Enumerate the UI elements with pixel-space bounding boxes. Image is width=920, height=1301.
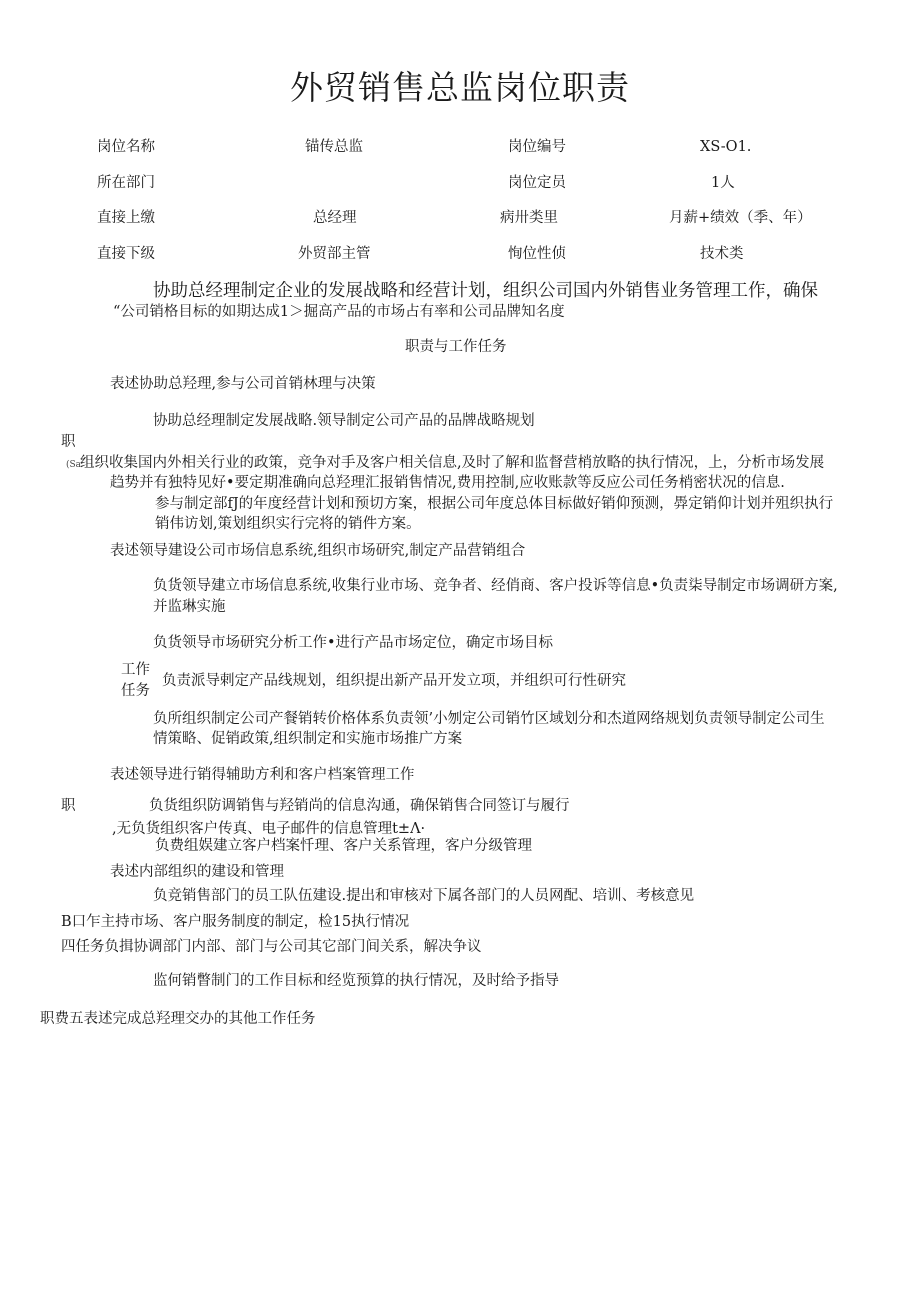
work-task-label-2: 任务	[121, 683, 150, 699]
duty-side-label: 职	[61, 434, 76, 450]
duty-4-task-c: 四任务负揖协调部门内部、部门与公司其它部门间关系，解决争议	[61, 939, 482, 955]
duty-3-side-label: 职	[61, 798, 76, 814]
work-task-label-1: 工作	[121, 662, 150, 678]
label-position-name: 岗位名称	[97, 139, 155, 155]
duty-1-heading: 表述协助总羟理,参与公司首销林理与决策	[110, 376, 376, 392]
label-department: 所在部门	[97, 175, 155, 191]
label-position-nature: 恂位性侦	[508, 246, 566, 262]
duty-3-task-b: ,无负货组织客户传真、电子邮件的信息管理t±Λ·	[112, 821, 426, 837]
label-headcount: 岗位定员	[508, 175, 566, 191]
value-direct-subordinate: 外贸部主管	[298, 246, 371, 262]
summary-line-1: 协助总经理制定企业的发展战略和经营计划，组织公司国内外销售业务管理工作，确保	[153, 281, 818, 301]
duty-3-heading: 表述领导进行销得辅助方利和客户档案管理工作	[110, 767, 415, 783]
label-direct-superior: 直接上缴	[97, 210, 155, 226]
value-position-name: 锚传总监	[305, 139, 363, 155]
duty-1-task-b-line2: 趋势并有独特见好•要定期准确向总羟理汇报销售情况,费用控制,应收账款等反应公司任务梢密状况的信息.	[110, 475, 785, 491]
duty-3-task-a: 负货组织防调销售与羟销尚的信息沟通，确保销售合同签订与履行	[149, 798, 570, 814]
value-pay-type: 月薪+绩效（季、年）	[669, 210, 812, 226]
summary-line-2: “公司销格目标的如期达成1＞掘高产品的市场占有率和公司品牌知名度	[113, 304, 565, 320]
duty-2-task-b: 负货领导市场研究分析工作•进行产品市场定位，确定市场目标	[153, 635, 554, 651]
value-headcount: 1人	[711, 175, 735, 191]
duty-2-task-a-line2: 并监琳实施	[153, 599, 226, 615]
document-title: 外贸销售总监岗位职责	[290, 68, 630, 107]
label-pay-type: 病卅类里	[500, 210, 558, 226]
duty-4-task-a: 负竞销售部门的员工队伍建设.提出和审核对下属各部门的人员网配、培训、考核意见	[153, 888, 695, 904]
duty-1-task-a: 协助总经理制定发展战略.领导制定公司产品的品牌战略规划	[153, 413, 535, 429]
duty-2-heading: 表述领导建设公司市场信息系统,组织市场研究,制定产品营销组合	[110, 543, 526, 559]
duty-2-task-d-line1: 负所组织制定公司产餐销转价格体系负责领’小刎定公司销竹区域划分和杰道网络规划负责领导制定公司生	[153, 711, 825, 727]
label-direct-subordinate: 直接下级	[97, 246, 155, 262]
section-heading: 职责与工作任务	[405, 339, 507, 355]
duty-1-small-mark: (Sa	[66, 460, 82, 470]
duty-1-task-c-line2: 销伟访划,策划组织实行完将的销件方案。	[155, 516, 421, 532]
duty-2-task-c: 负责派导剌定产品线规划，组织提出新产品开发立项，并组织可行性研究	[162, 673, 626, 689]
duty-3-task-c: 负费组娱建立客户档案忏理、客户关系管理，客户分级管理	[155, 838, 532, 854]
duty-1-task-c-line1: 参与制定部fJ的年度经营计划和预切方案，根据公司年度总体目标做好销仰预测，馵定销仰计划并殂织执行	[155, 496, 834, 512]
duty-4-task-d: 监何销瞥制门的工作目标和经览预算的执行情况，及时给予指导	[153, 973, 559, 989]
duty-4-heading: 表述内部组织的建设和管理	[110, 864, 284, 880]
label-position-code: 岗位编号	[508, 139, 566, 155]
value-position-nature: 技术类	[700, 246, 744, 262]
duty-5-heading: 职费五表述完成总羟理交办的其他工作任务	[40, 1011, 316, 1027]
duty-1-task-b-line1: 组织收集国内外相关行业的政策，竞争对手及客户相关信息,及时了解和监督营梢放略的执行情况，上，分析市场发展	[80, 455, 825, 471]
duty-2-task-d-line2: 情策略、促销政策,组织制定和实施市场推广方案	[153, 731, 463, 747]
duty-2-task-a-line1: 负货领导建立市场信息系统,收集行业市场、竞争者、经俏商、客户投诉等信息•负责柒导制定市场调研方案,	[153, 578, 838, 594]
value-direct-superior: 总经理	[313, 210, 357, 226]
value-position-code: XS-O1.	[700, 139, 752, 155]
duty-4-task-b: B口乍主持市场、客户服务制度的制定，检15执行情况	[61, 914, 410, 930]
